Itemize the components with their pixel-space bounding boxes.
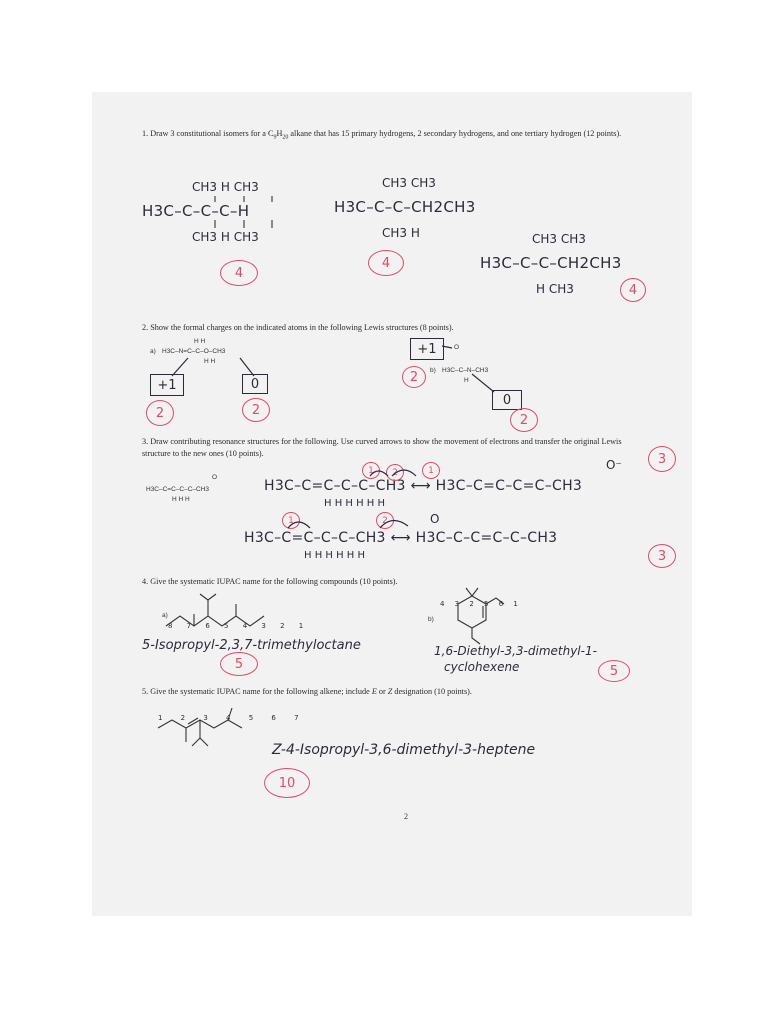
q1-structure3-top: CH3 CH3	[532, 232, 586, 246]
q3-arrow-step-5: 2	[376, 512, 394, 529]
q5-score: 10	[264, 768, 310, 798]
q3-arrow-step-1: 1	[362, 462, 380, 479]
q4a-main-chain	[166, 616, 264, 626]
q3-resonance-row2-o: O	[430, 512, 440, 526]
skeletal-structure-drawings	[92, 92, 692, 916]
q1-structure1-main: H3C–C–C–C–H	[142, 202, 250, 220]
q5-terminal-methyl	[228, 708, 232, 720]
q4b-answer-line2: cyclohexene	[444, 660, 520, 674]
q3-resonance-row2-h: H H H H H H	[304, 550, 366, 561]
q4a-isopropyl	[200, 594, 216, 600]
q4-prompt: 4. Give the systematic IUPAC name for the following compounds (10 points).	[142, 577, 398, 586]
q4b-methyl-1	[466, 588, 472, 596]
q4b-score: 5	[598, 660, 630, 682]
q5-isopropyl	[192, 738, 208, 746]
q1-structure2-main: H3C–C–C–CH2CH3	[334, 198, 476, 216]
q2b-formula: H3C–C–N–CH3	[442, 367, 489, 374]
q2a-charge-box-n: +1	[150, 374, 184, 396]
q4b-ethyl-2	[472, 628, 480, 644]
q3-resonance-row2: H3C–C=C–C–C–CH3 ⟷ H3C–C–C=C–C–CH3	[244, 530, 558, 546]
q1-score1: 4	[220, 260, 258, 286]
q3-resonance-row1-h: H H H H H H	[324, 498, 386, 509]
q3-curved-arrow-4	[380, 520, 408, 528]
q4b-ethyl-1	[486, 598, 504, 604]
q2b-pointer-1	[442, 346, 452, 348]
q3-printed-formula: H3C–C=C–C–C–CH3	[146, 486, 210, 493]
q2b-top-o: O	[454, 344, 460, 351]
q2b-charge-box-n: 0	[492, 390, 522, 410]
q2a-pointer-1	[172, 358, 188, 376]
q1-structure3-bottom: H CH3	[536, 282, 574, 296]
q5-prompt: 5. Give the systematic IUPAC name for the following alkene; include E or Z designation (10 points).	[142, 687, 472, 696]
q3-score2: 3	[648, 544, 676, 568]
q5-double-bond	[188, 718, 198, 724]
q2a-bottom-h: H H	[204, 358, 216, 365]
q3-resonance-row1: H3C–C=C–C–C–CH3 ⟷ H3C–C=C–C=C–CH3	[264, 478, 583, 494]
q1-structure3-main: H3C–C–C–CH2CH3	[480, 254, 622, 272]
q1-structure2-top: CH3 CH3	[382, 176, 436, 190]
q3-score1: 3	[648, 446, 676, 472]
q2a-score2: 2	[242, 398, 270, 422]
q2a-formula: H3C–N=C–C–O–CH3	[162, 348, 226, 355]
q2a-top-h: H H	[194, 338, 206, 345]
q2b-score1: 2	[402, 366, 426, 388]
q1-structure2-bottom: CH3 H	[382, 226, 420, 240]
q4b-label: b)	[428, 616, 434, 623]
q2-prompt: 2. Show the formal charges on the indicated atoms in the following Lewis structures (8 points).	[142, 323, 454, 332]
q4b-carbon-numbers: 4 3 2 5 6 1	[440, 600, 522, 608]
q2a-charge-box-o: 0	[242, 374, 268, 394]
q1-score2: 4	[368, 250, 404, 276]
q4a-score: 5	[220, 652, 258, 676]
q4b-methyl-2	[472, 588, 478, 596]
scanned-exam-page	[92, 92, 692, 916]
q2b-label: b)	[430, 367, 436, 374]
q3-prompt: 3. Draw contributing resonance structures for the following. Use curved arrows to show the movement of electrons and transfer the original Lewis structure to the new ones (10 points).	[142, 437, 622, 458]
q2a-label: a)	[150, 348, 156, 355]
q4a-label: a)	[162, 612, 168, 619]
q1-score3: 4	[620, 278, 646, 302]
q1-prompt: 1. Draw 3 constitutional isomers for a $C_9H_{20}$ alkane that has 15 primary hydrogens, 2 secondary hydrogens, and one tertiary hydrogen (12 points).	[142, 129, 622, 141]
q3-curved-arrow-2	[392, 470, 416, 476]
q5-answer: Z-4-Isopropyl-3,6-dimethyl-3-heptene	[272, 742, 536, 758]
q3-arrow-step-3: 1	[422, 462, 440, 479]
q4a-carbon-numbers: 8 7 6 5 4 3 2 1	[168, 622, 310, 630]
q3-arrow-step-4: 1	[282, 512, 300, 529]
q5-carbon-numbers: 1 2 3 4 5 6 7	[158, 714, 307, 722]
q4b-ring	[458, 596, 486, 628]
q3-curved-arrow-1	[370, 471, 388, 476]
q2b-score2: 2	[510, 408, 538, 432]
q1-structure1-bottom: CH3 H CH3	[192, 230, 259, 244]
q1-structure1-top: CH3 H CH3	[192, 180, 259, 194]
q2a-pointer-2	[240, 358, 254, 376]
q3-curved-arrow-3	[288, 522, 310, 528]
q4b-answer-line1: 1,6-Diethyl-3,3-dimethyl-1-	[434, 644, 597, 658]
q3-printed-o: O	[212, 474, 218, 481]
page-number: 2	[404, 812, 408, 821]
q2a-score1: 2	[146, 400, 174, 426]
q3-printed-h: H H H	[172, 496, 190, 503]
q2b-charge-box-o: +1	[410, 338, 444, 360]
q3-arrow-step-2: 2	[386, 464, 404, 481]
q3-oxygen-anion: O⁻	[606, 458, 622, 472]
q2b-pointer-2	[472, 374, 494, 392]
q2b-bottom-h: H	[464, 377, 469, 384]
q4a-answer: 5-Isopropyl-2,3,7-trimethyloctane	[142, 638, 361, 653]
